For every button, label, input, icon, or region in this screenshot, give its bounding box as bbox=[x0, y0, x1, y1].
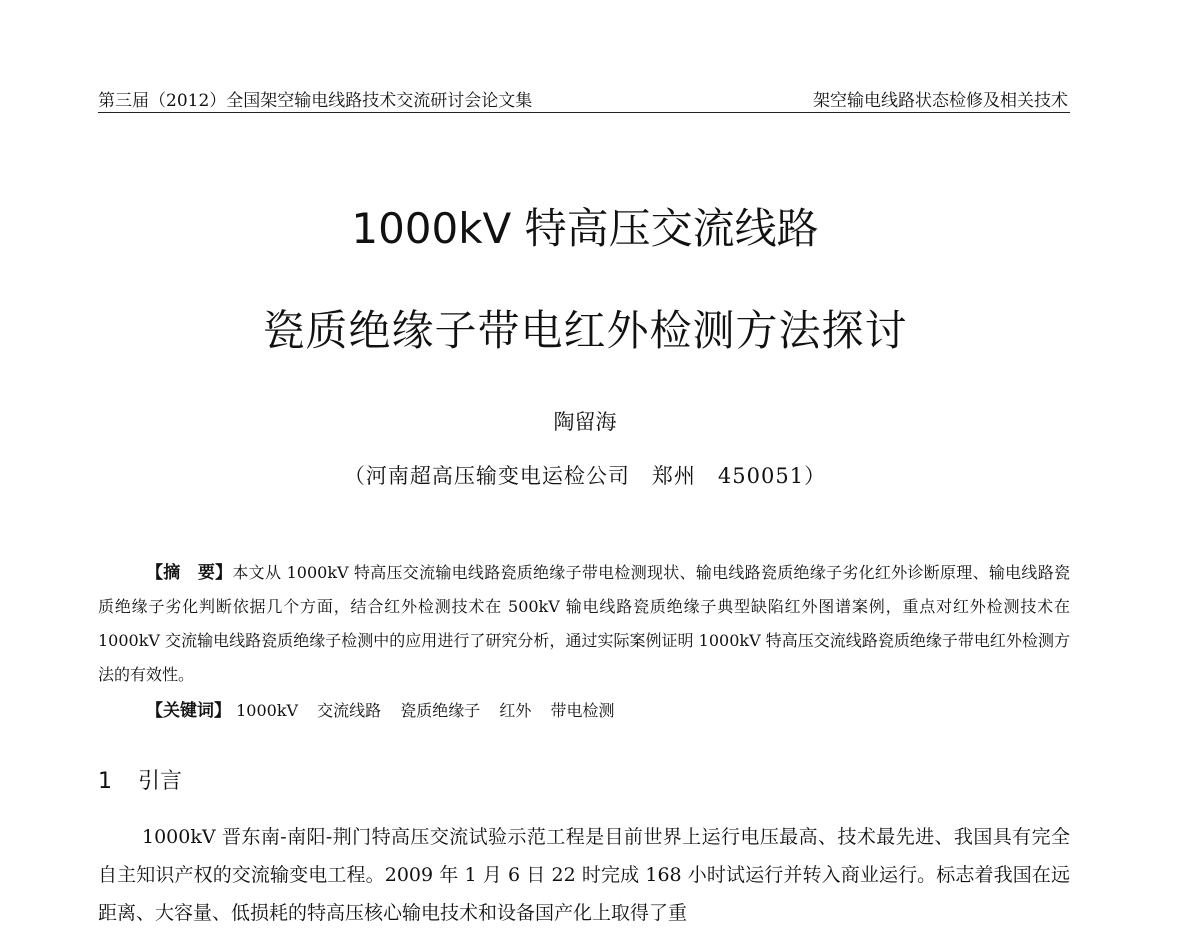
section-number: 1 bbox=[98, 769, 112, 794]
body-paragraph: 1000kV 晋东南-南阳-荆门特高压交流试验示范工程是目前世界上运行电压最高、技术最先进、我国具有完全自主知识产权的交流输变电工程。2009 年 1 月 6 日 22 时完成 168 小时试运行并转入商业运行。标志着我国在远距离、大容量、低损耗的特高压核心输电技术和设备国产化上取得了重 bbox=[98, 826, 1070, 924]
section-heading bbox=[98, 764, 182, 795]
keyword: 瓷质绝缘子 bbox=[400, 701, 481, 720]
keywords bbox=[146, 696, 629, 721]
paper-title-line-1: 1000kV 特高压交流线路 bbox=[351, 204, 819, 253]
author-affiliation: （河南超高压输变电运检公司 郑州 450051） bbox=[343, 464, 827, 488]
keyword: 带电检测 bbox=[550, 701, 615, 720]
abstract bbox=[98, 556, 1070, 692]
header-section-title: 架空输电线路状态检修及相关技术 bbox=[813, 91, 1068, 111]
running-header bbox=[98, 84, 1070, 113]
header-proceedings-title: 第三届（2012）全国架空输电线路技术交流研讨会论文集 bbox=[98, 91, 533, 111]
section-title: 引言 bbox=[138, 769, 183, 794]
keyword: 红外 bbox=[499, 701, 532, 720]
keyword: 1000kV bbox=[236, 701, 299, 720]
keywords-label: 【关键词】 bbox=[146, 701, 231, 721]
abstract-label: 【摘 要】 bbox=[146, 563, 233, 583]
abstract-text: 本文从 1000kV 特高压交流输电线路瓷质绝缘子带电检测现状、输电线路瓷质绝缘子劣化红外诊断原理、输电线路瓷质绝缘子劣化判断依据几个方面，结合红外检测技术在 500kV 输电线路瓷质绝缘子典型缺陷红外图谱案例，重点对红外检测技术在 1000kV 交流输电线路瓷质绝缘子检测中的应用进行了研究分析，通过实际案例证明 1000kV 特高压交流线路瓷质绝缘子带电红外检测方法的有效性。 bbox=[98, 563, 1070, 684]
author-name: 陶留海 bbox=[553, 410, 617, 434]
paper-title-line-2: 瓷质绝缘子带电红外检测方法探讨 bbox=[262, 306, 908, 355]
keyword: 交流线路 bbox=[317, 701, 382, 720]
